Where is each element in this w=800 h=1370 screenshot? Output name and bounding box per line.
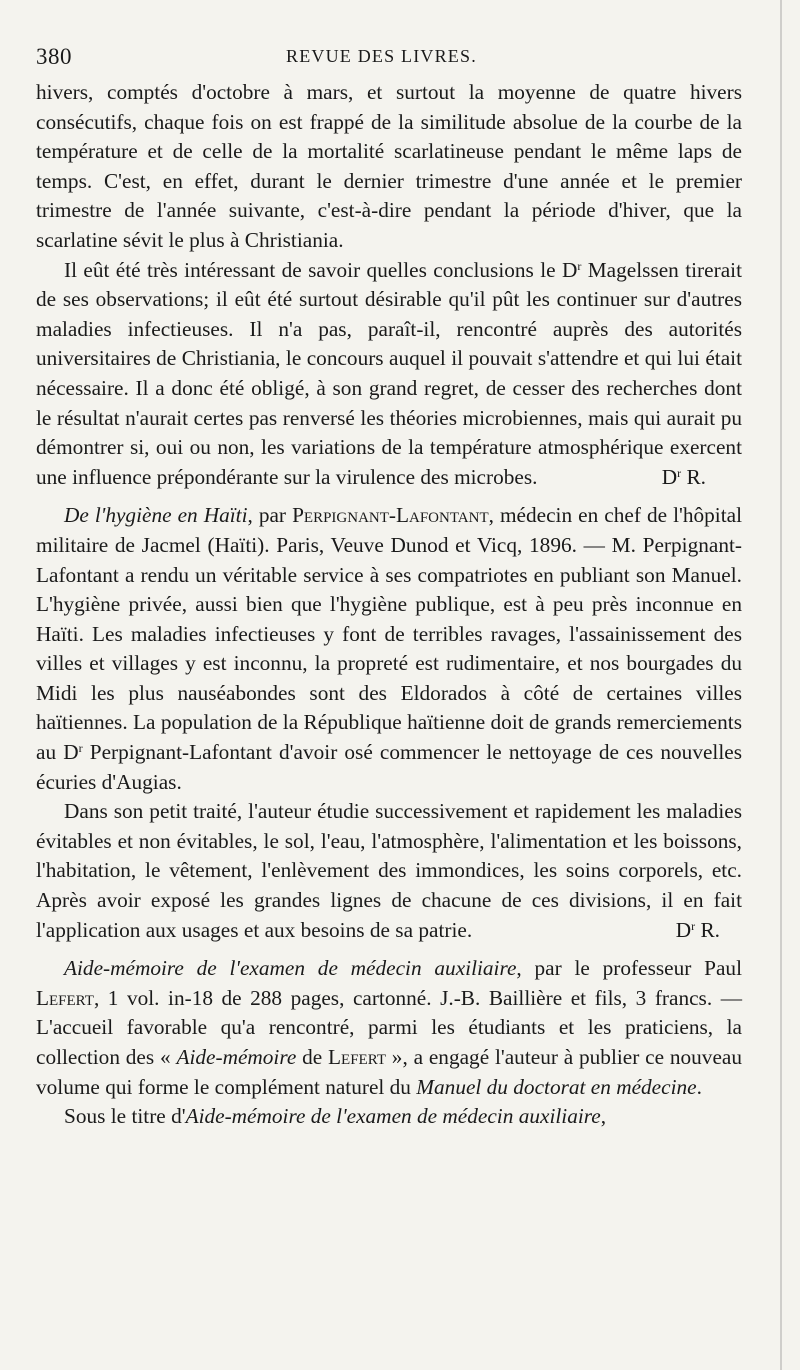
paragraph-magelssen: Il eût été très intéressant de savoir quelles conclusions le $D^r$ Magelssen tirerait de ses observations; il eût été surtout désirable qu'il pût les continuer sur d'autres maladies infectieuses. Il n'a pas, paraît-il, rencontré auprès des autorités universitaires de Christiania, le concours auquel il pouvait s'attendre et qui lui était nécessaire. Il a donc été obligé, à son grand regret, de cesser des recherches dont le résultat n'aurait certes pas renversé les théories microbiennes, mais qui aurait pu démontrer si, oui ou non, les variations de la température atmosphérique exercent une influence prépondérante sur la virulence des microbes. $D^r$ R.	[36, 256, 742, 493]
review-aide-memoire: Aide-mémoire de l'examen de médecin auxiliaire, par le professeur Paul Lefert, 1 vol. in-18 de 288 pages, cartonné. J.-B. Baillière et fils, 3 francs. — L'accueil favorable qu'a rencontré, parmi les étudiants et les praticiens, la collection des « Aide-mémoire de Lefert », a engagé l'auteur à publier ce nouveau volume qui forme le complément naturel du Manuel du doctorat en médecine.	[36, 956, 743, 1099]
page-edge	[780, 0, 782, 1370]
signature: $D^r$ R.	[675, 917, 720, 942]
page-number: 380	[36, 44, 72, 69]
book-page	[36, 38, 742, 1132]
review-hygiene-haiti-continued: Dans son petit traité, l'auteur étudie successivement et rapidement les maladies évitables et non évitables, le sol, l'eau, l'atmosphère, l'alimentation et les boissons, l'habitation, le vêtement, l'enlèvement des immondices, les soins corporels, etc. Après avoir exposé les grandes lignes de chacune de ces divisions, il en fait l'application aux usages et aux besoins de sa patrie. $D^r$ R.	[36, 797, 742, 945]
signature: $D^r$ R.	[661, 464, 706, 489]
book-title: De l'hygiène en Haïti	[64, 503, 248, 528]
book-title: Aide-mémoire de l'examen de médecin auxiliaire	[64, 956, 517, 981]
author-name: Perpignant-Lafontant	[292, 503, 489, 528]
body-text	[36, 78, 742, 1132]
paragraph-continuation: hivers, comptés d'octobre à mars, et surtout la moyenne de quatre hivers consécutifs, chaque fois on est frappé de la similitude absolue de la courbe de la température et de celle de la mortalité scarlatineuse pendant le même laps de temps. C'est, en effet, durant le dernier trimestre d'une année et le premier trimestre de l'année suivante, c'est-à-dire pendant la période d'hiver, que la scarlatine sévit le plus à Christiania.	[36, 80, 742, 252]
review-hygiene-haiti: De l'hygiène en Haïti, par Perpignant-Lafontant, médecin en chef de l'hôpital militaire de Jacmel (Haïti). Paris, Veuve Dunod et Vicq, 1896. — M. Perpignant-Lafontant a rendu un véritable service à ses compatriotes en publiant son Manuel. L'hygiène privée, aussi bien que l'hygiène publique, est à peu près inconnue en Haïti. Les maladies infectieuses y font de terribles ravages, l'assainissement des villes et villages y est inconnu, la propreté est rudimentaire, et nos bourgades du Midi les plus nauséabondes sont des Eldorados à côté de certaines villes haïtiennes. La population de la République haïtienne doit de grands remerciements au $D^r$ Perpignant-Lafontant d'avoir osé commencer le nettoyage de ces nouvelles écuries d'Augias.	[36, 503, 742, 794]
page-header	[36, 38, 742, 78]
running-head: REVUE DES LIVRES.	[286, 46, 477, 66]
review-aide-memoire-continued: Sous le titre d'Aide-mémoire de l'examen de médecin auxiliaire,	[64, 1104, 607, 1129]
author-name: Lefert	[36, 985, 94, 1010]
